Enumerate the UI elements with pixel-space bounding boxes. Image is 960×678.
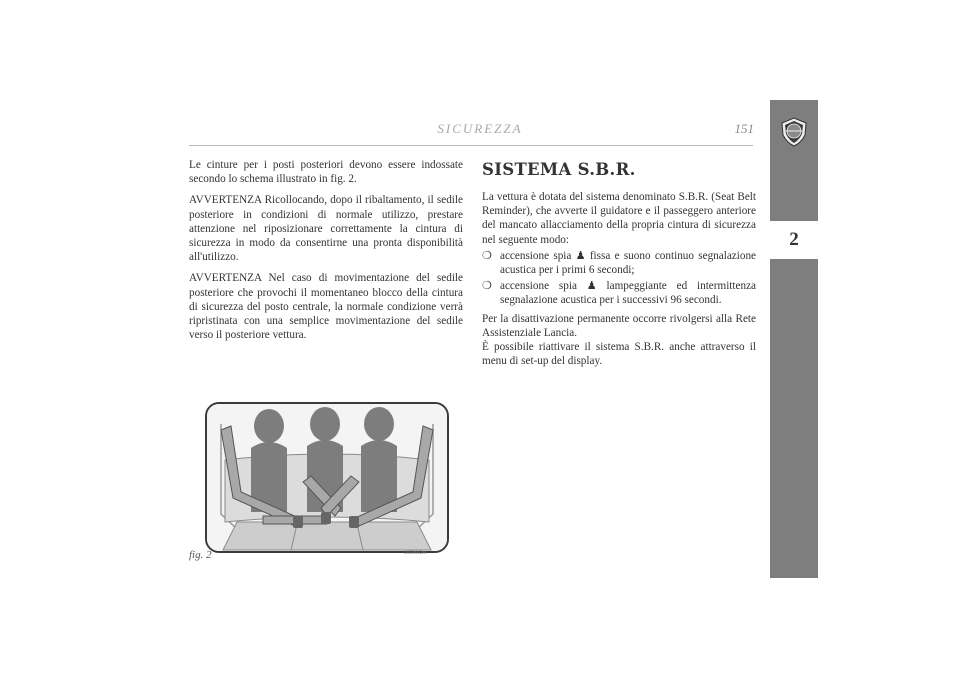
figure-rear-seat-belts xyxy=(205,402,449,553)
header-rule xyxy=(189,145,753,146)
left-column xyxy=(189,158,463,349)
paragraph-seatbelt-instructions: Le cinture per i posti posteriori devono essere indossate secondo lo schema illustrato in fig. 2. xyxy=(189,159,463,186)
bullet-text-before: accensione spia xyxy=(500,249,572,262)
right-column xyxy=(482,160,756,368)
bullet-marker: ❍ xyxy=(482,249,492,262)
page-number: 151 xyxy=(734,121,754,136)
sbr-closing-reactivation: È possibile riattivare il sistema S.B.R. anche attraverso il menu di set-up del display. xyxy=(482,341,756,368)
sbr-intro: La vettura è dotata del sistema denominato S.B.R. (Seat Belt Reminder), che avverte il guidatore e il passeggero anteriore del mancato allacciamento della propria cintura di sicurezza nel seguente modo: xyxy=(482,191,756,246)
sbr-closing-deactivation: Per la disattivazione permanente occorre rivolgersi alla Rete Assistenziale Lancia. xyxy=(482,312,756,339)
paragraph-warning-seat-repositioning: AVVERTENZA Ricollocando, dopo il ribaltamento, il sedile posteriore in condizioni di normale utilizzo, prestare attenzione nel riposizionare correttamente la cintura di sicurezza in modo da consentirne una pronta disponibilità all'utilizzo. xyxy=(189,194,463,264)
lancia-logo-icon xyxy=(779,117,809,147)
bullet-text-after: lampeggiante ed intermittenza segnalazione acustica per i successivi 96 secondi. xyxy=(500,280,757,307)
seatbelt-warning-icon: ♟ xyxy=(586,280,597,293)
figure-caption: fig. 2 xyxy=(189,549,212,561)
bullet-text-before: accensione spia xyxy=(500,280,577,293)
bullet-text-after: fissa e suono continuo segnalazione acustica per i primi 6 secondi; xyxy=(500,249,757,277)
bullet-marker: ❍ xyxy=(482,280,492,293)
sbr-bullet-list xyxy=(482,249,756,308)
rear-seat-belts-illustration xyxy=(207,404,447,551)
section-title: SISTEMA S.B.R. xyxy=(482,160,636,179)
paragraph-warning-belt-lock: AVVERTENZA Nel caso di movimentazione del sedile posteriore che provochi il momentaneo blocco della cintura di sicurezza del posto centrale, la normale condizione verrà ripristinata con una semplice movimentazione del sedile verso il posteriore vettura. xyxy=(189,272,463,342)
chapter-number-tab[interactable]: 2 xyxy=(770,221,818,259)
side-tab-bar xyxy=(770,100,818,578)
header-title: SICUREZZA xyxy=(437,121,523,136)
figure-code: L0E0062m xyxy=(404,551,426,556)
list-item xyxy=(482,249,756,277)
seatbelt-warning-icon: ♟ xyxy=(575,249,586,262)
list-item xyxy=(482,279,756,307)
